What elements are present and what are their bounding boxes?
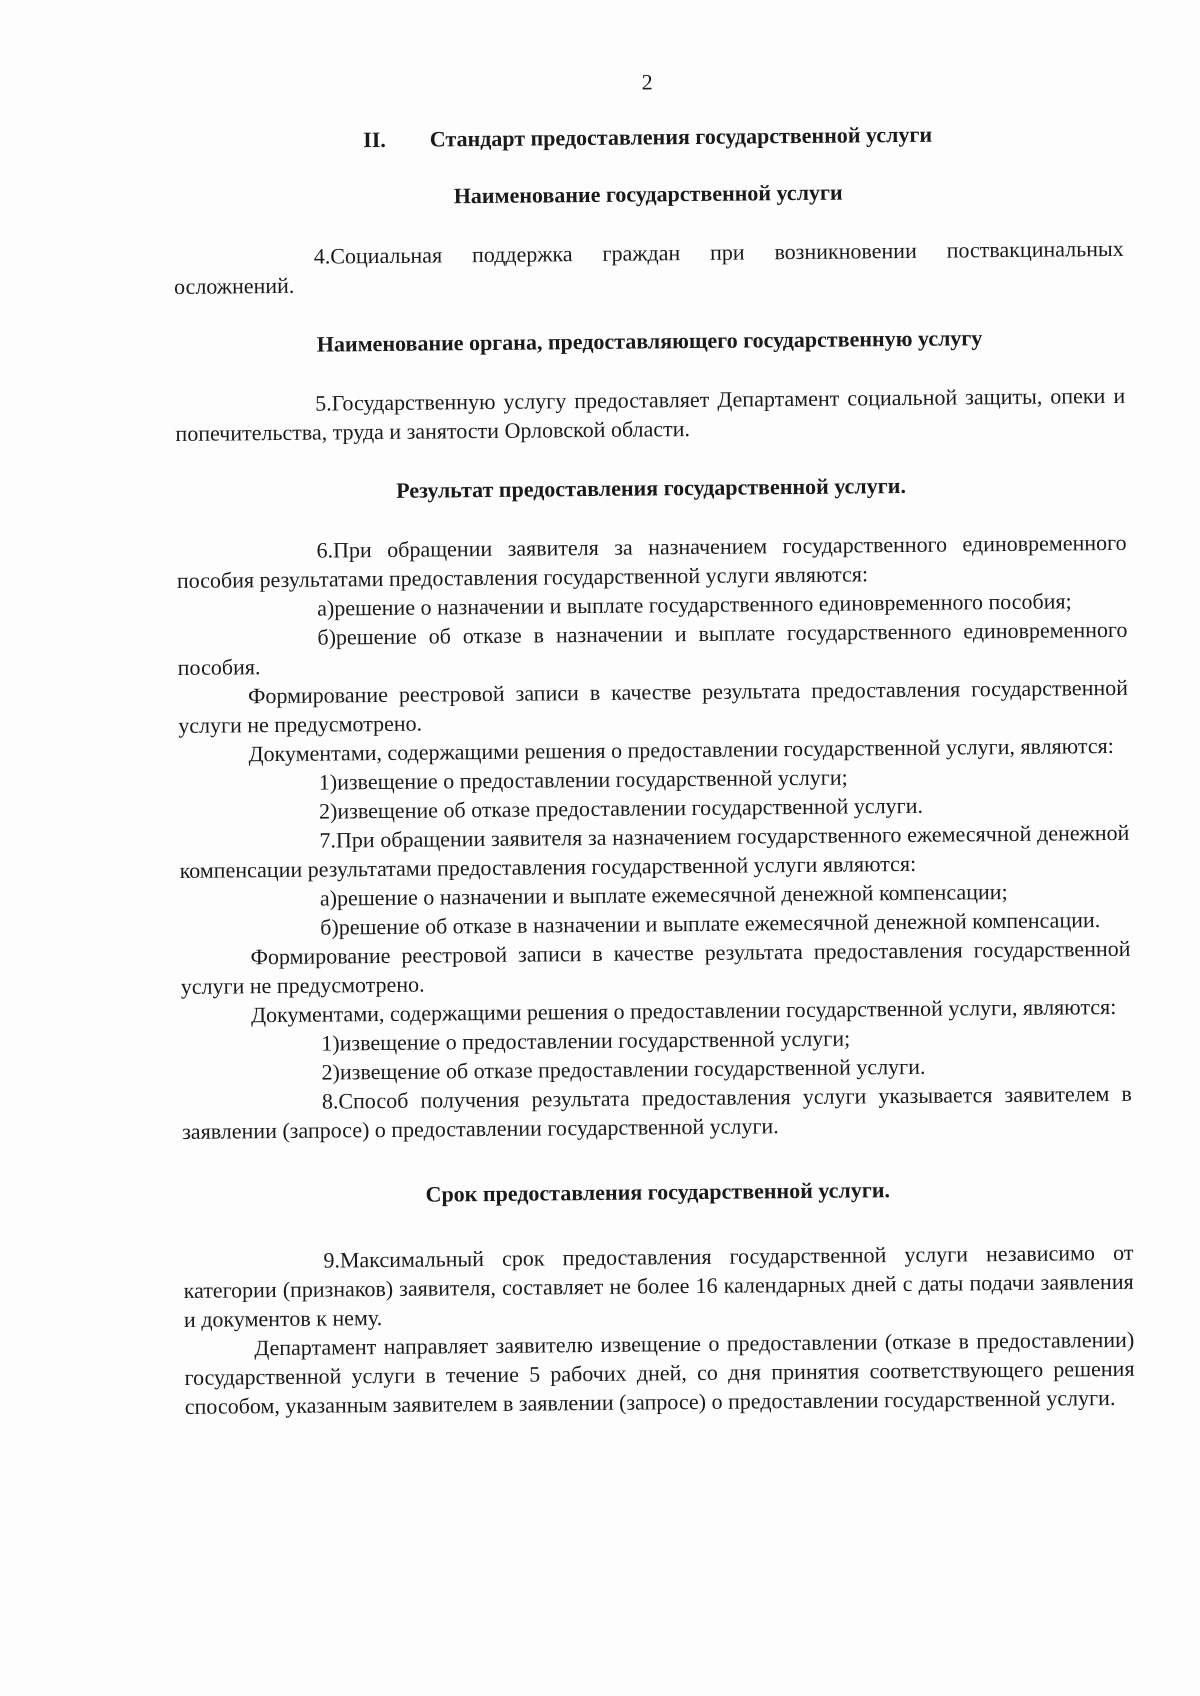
paragraph-8: [182, 1079, 1133, 1146]
heading-providing-organ: Наименование органа, предоставляющего государственную услугу: [316, 325, 983, 357]
page-content: [172, 63, 1135, 1421]
documents-intro: Документами, содержащими решения о предоставлении государственной услуги, являются:: [250, 993, 1117, 1028]
section-heading: [173, 118, 1123, 156]
heading-service-result: Результат предоставления государственной услуги.: [396, 472, 906, 503]
item-text: решение об отказе в назначении и выплате государственного единовременного пособия.: [177, 616, 1128, 680]
paragraph-text: Способ получения результата предоставления услуги указывается заявителем в заявлении (запросе) о предоставлении государственной услуги.: [182, 1080, 1132, 1144]
paragraph-text: Максимальный срок предоставления государственной услуги независимо от категории (признаков) заявителя, составляет не более 16 календарных дней с даты подачи заявления и документов к нему.: [183, 1239, 1134, 1332]
paragraph-text: Социальная поддержка граждан при возникновении поствакцинальных осложнений.: [173, 235, 1124, 299]
paragraph-5: [175, 381, 1126, 448]
item-label: а): [319, 885, 338, 911]
paragraph-text: При обращении заявителя за назначением государственного единовременного пособия результатами предоставления государственной услуги являются:: [176, 529, 1127, 593]
paragraph-number: 6.: [316, 537, 334, 563]
paragraph-text: При обращении заявителя за назначением государственного ежемесячной денежной компенсации результатами предоставления государственной услуги являются:: [179, 819, 1130, 883]
heading-service-name: Наименование государственной услуги: [453, 179, 843, 209]
paragraph-number: 5.: [315, 390, 332, 416]
item-text: решение о назначении и выплате государственного единовременного пособия;: [334, 588, 1072, 621]
heading-service-term: Срок предоставления государственной услуги.: [425, 1177, 891, 1207]
section-title: Стандарт предоставления государственной услуги: [429, 121, 933, 152]
paragraph-number: 8.: [321, 1088, 339, 1114]
paragraph-9: [183, 1238, 1134, 1334]
item-label: 1): [321, 1030, 340, 1056]
item-label: а): [317, 595, 335, 621]
section-number: II.: [363, 126, 386, 153]
item-text: извещение об отказе предоставлении государственной услуги.: [339, 1053, 926, 1085]
paragraph-text: Государственную услугу предоставляет Департамент социальной защиты, опеки и попечительства, труда и занятости Орловской области.: [175, 382, 1126, 446]
item-text: решение о назначении и выплате ежемесячной денежной компенсации;: [336, 879, 1008, 911]
item-text: извещение о предоставлении государственной услуги;: [337, 764, 848, 795]
paragraph-number: 4.: [313, 243, 331, 269]
item-label: б): [320, 914, 339, 940]
registry-note: Формирование реестровой записи в качестве результата предоставления государственной услуги не предусмотрено.: [180, 935, 1131, 999]
item-text: решение об отказе в назначении и выплате ежемесячной денежной компенсации.: [338, 907, 1101, 940]
registry-note: Формирование реестровой записи в качестве результата предоставления государственной услуги не предусмотрено.: [178, 674, 1129, 738]
notice-paragraph: Департамент направляет заявителю извещение о предоставлении (отказе в предоставлении) государственной услуги в течение 5 рабочих дней, со дня принятия соответствующего решения способом, указанным заявителем в заявлении (запросе) о предоставлении государственной услуги.: [184, 1326, 1135, 1419]
paragraph-7: [179, 818, 1130, 885]
item-label: 1): [318, 769, 338, 795]
paragraph-number: 9.: [323, 1247, 341, 1273]
paragraph-6: [176, 528, 1127, 595]
paragraph-4: [174, 234, 1125, 301]
item-label: 2): [318, 798, 338, 824]
documents-intro: Документами, содержащими решения о предоставлении государственной услуги, являются:: [248, 732, 1114, 767]
item-label: 2): [321, 1059, 341, 1085]
list-item: [177, 615, 1128, 682]
item-label: б): [317, 624, 337, 650]
item-text: извещение о предоставлении государственной услуги;: [339, 1025, 851, 1056]
paragraph-number: 7.: [319, 827, 336, 853]
page-number: 2: [641, 69, 653, 95]
item-text: извещение об отказе предоставлении государственной услуги.: [337, 792, 924, 824]
